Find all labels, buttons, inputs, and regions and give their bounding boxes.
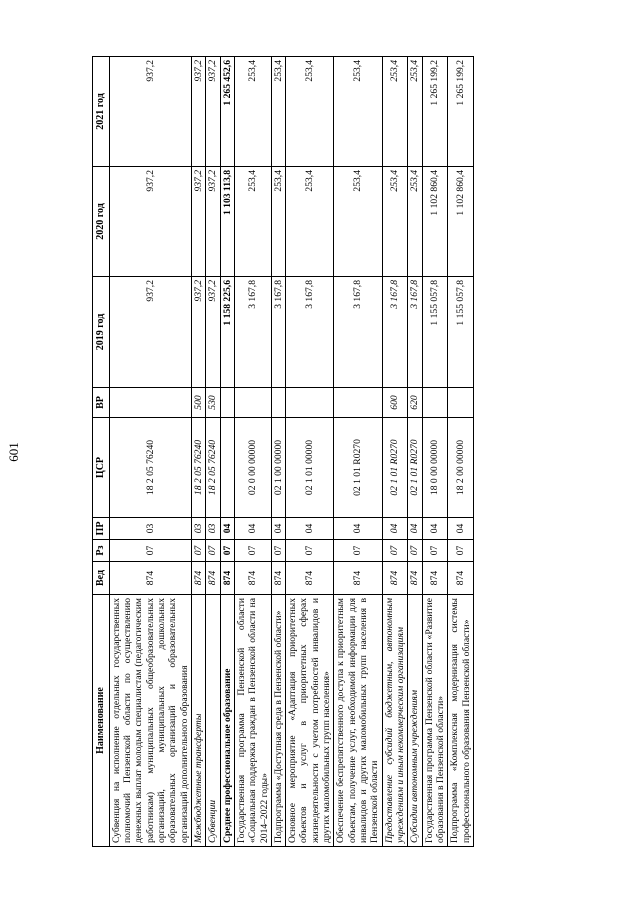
header-2020: 2020 год xyxy=(93,167,110,277)
cell-rz: 07 xyxy=(191,540,205,562)
cell-vr xyxy=(448,388,474,418)
header-2021: 2021 год xyxy=(93,57,110,167)
cell-2020: 253,4 xyxy=(382,167,408,277)
cell-name: Государственная программа Пензенской области «Социальная поддержка граждан в Пензенской области на 2014–2022 годы» xyxy=(234,595,271,847)
cell-vr: 620 xyxy=(408,388,422,418)
cell-csr: 02 1 01 00000 xyxy=(286,418,334,518)
cell-ved: 874 xyxy=(448,562,474,595)
cell-2019: 937,2 xyxy=(206,277,220,388)
cell-name: Межбюджетные трансферты xyxy=(191,595,205,847)
cell-2019: 1 158 225,6 xyxy=(220,277,234,388)
cell-rz: 07 xyxy=(382,540,408,562)
cell-vr xyxy=(422,388,448,418)
cell-rz: 07 xyxy=(334,540,382,562)
cell-pr: 04 xyxy=(220,518,234,540)
cell-2020: 253,4 xyxy=(271,167,285,277)
cell-ved: 874 xyxy=(191,562,205,595)
cell-pr: 04 xyxy=(271,518,285,540)
cell-name: Подпрограмма «Доступная среда в Пензенской области» xyxy=(271,595,285,847)
cell-name: Среднее профессиональное образование xyxy=(220,595,234,847)
cell-2019: 937,2 xyxy=(191,277,205,388)
cell-pr: 03 xyxy=(191,518,205,540)
cell-ved: 874 xyxy=(334,562,382,595)
cell-2020: 937,2 xyxy=(206,167,220,277)
cell-rz: 07 xyxy=(286,540,334,562)
cell-2019: 3 167,8 xyxy=(408,277,422,388)
cell-ved: 874 xyxy=(382,562,408,595)
cell-name: Подпрограмма «Комплексная модернизация системы профессионального образования Пензенской области» xyxy=(448,595,474,847)
cell-vr xyxy=(334,388,382,418)
cell-vr xyxy=(234,388,271,418)
cell-rz: 07 xyxy=(408,540,422,562)
cell-rz: 07 xyxy=(206,540,220,562)
cell-name: Государственная программа Пензенской области «Развитие образования в Пензенской области» xyxy=(422,595,448,847)
cell-ved: 874 xyxy=(220,562,234,595)
cell-pr: 04 xyxy=(286,518,334,540)
cell-pr: 04 xyxy=(234,518,271,540)
header-rz: Рз xyxy=(93,540,110,562)
cell-pr: 03 xyxy=(206,518,220,540)
cell-2020: 253,4 xyxy=(234,167,271,277)
cell-ved: 874 xyxy=(286,562,334,595)
table-row xyxy=(271,57,285,847)
cell-rz: 07 xyxy=(220,540,234,562)
cell-vr xyxy=(271,388,285,418)
cell-2021: 1 265 452,6 xyxy=(220,57,234,167)
cell-2020: 253,4 xyxy=(286,167,334,277)
header-pr: ПР xyxy=(93,518,110,540)
cell-ved: 874 xyxy=(271,562,285,595)
table-row xyxy=(286,57,334,847)
cell-2020: 937,2 xyxy=(109,167,191,277)
cell-name: Субвенция на исполнение отдельных государственных полномочий Пензенской области по осуществлению денежных выплат молодым специалистам (педагогическим работникам) муниципальных общеобразовательных организаций, муниципальных дошкольных образовательных организаций и образовательных организаций дополнительного образования xyxy=(109,595,191,847)
cell-pr: 04 xyxy=(408,518,422,540)
cell-2021: 937,2 xyxy=(109,57,191,167)
cell-csr xyxy=(220,418,234,518)
header-2019: 2019 год xyxy=(93,277,110,388)
cell-2020: 253,4 xyxy=(334,167,382,277)
cell-2020: 937,2 xyxy=(191,167,205,277)
cell-csr: 02 1 01 R0270 xyxy=(408,418,422,518)
cell-csr: 18 0 00 00000 xyxy=(422,418,448,518)
cell-name: Основное мероприятие «Адаптация приоритетных объектов и услуг в приоритетных сферах жизнедеятельности с учетом потребностей инвалидов и других маломобильных групп населения» xyxy=(286,595,334,847)
cell-ved: 874 xyxy=(234,562,271,595)
cell-2019: 3 167,8 xyxy=(234,277,271,388)
cell-rz: 07 xyxy=(109,540,191,562)
cell-2020: 1 103 113,8 xyxy=(220,167,234,277)
cell-pr: 04 xyxy=(334,518,382,540)
cell-vr: 500 xyxy=(191,388,205,418)
cell-name: Субсидии автономным учреждениям xyxy=(408,595,422,847)
cell-2021: 253,4 xyxy=(234,57,271,167)
cell-csr: 18 2 05 76240 xyxy=(191,418,205,518)
cell-csr: 18 2 00 00000 xyxy=(448,418,474,518)
table-row xyxy=(448,57,474,847)
cell-2021: 1 265 199,2 xyxy=(422,57,448,167)
cell-2020: 1 102 860,4 xyxy=(448,167,474,277)
rotated-table-container xyxy=(92,57,602,847)
cell-csr: 18 2 05 76240 xyxy=(109,418,191,518)
cell-rz: 07 xyxy=(422,540,448,562)
cell-name: Субвенции xyxy=(206,595,220,847)
cell-2021: 937,2 xyxy=(206,57,220,167)
cell-ved: 874 xyxy=(408,562,422,595)
cell-2019: 1 155 057,8 xyxy=(422,277,448,388)
header-csr: ЦСР xyxy=(93,418,110,518)
table-row xyxy=(206,57,220,847)
cell-2021: 253,4 xyxy=(271,57,285,167)
cell-ved: 874 xyxy=(422,562,448,595)
table-row xyxy=(382,57,408,847)
cell-2021: 1 265 199,2 xyxy=(448,57,474,167)
table-row xyxy=(109,57,191,847)
cell-name: Обеспечение беспрепятственного доступа к приоритетным объектам, получение услуг, необходимой информации для инвалидов и других маломобильных групп населения в Пензенской области xyxy=(334,595,382,847)
cell-csr: 02 1 01 R0270 xyxy=(382,418,408,518)
cell-2020: 253,4 xyxy=(408,167,422,277)
cell-rz: 07 xyxy=(448,540,474,562)
cell-name: Предоставление субсидий бюджетным, автономным учреждениям и иным некоммерческим организациям xyxy=(382,595,408,847)
cell-2019: 3 167,8 xyxy=(334,277,382,388)
cell-2021: 253,4 xyxy=(408,57,422,167)
cell-2021: 253,4 xyxy=(382,57,408,167)
cell-ved: 874 xyxy=(109,562,191,595)
table-row xyxy=(334,57,382,847)
cell-2019: 937,2 xyxy=(109,277,191,388)
cell-csr: 02 0 00 00000 xyxy=(234,418,271,518)
table-row xyxy=(220,57,234,847)
cell-vr xyxy=(109,388,191,418)
cell-csr: 02 1 01 R0270 xyxy=(334,418,382,518)
header-name: Наименование xyxy=(93,595,110,847)
cell-2019: 3 167,8 xyxy=(382,277,408,388)
header-vr: ВР xyxy=(93,388,110,418)
table-row xyxy=(234,57,271,847)
cell-2019: 1 155 057,8 xyxy=(448,277,474,388)
cell-2019: 3 167,8 xyxy=(271,277,285,388)
cell-rz: 07 xyxy=(271,540,285,562)
cell-csr: 02 1 00 00000 xyxy=(271,418,285,518)
cell-rz: 07 xyxy=(234,540,271,562)
cell-csr: 18 2 05 76240 xyxy=(206,418,220,518)
cell-pr: 04 xyxy=(382,518,408,540)
cell-vr xyxy=(220,388,234,418)
budget-table xyxy=(92,56,474,847)
cell-2019: 3 167,8 xyxy=(286,277,334,388)
cell-ved: 874 xyxy=(206,562,220,595)
table-row xyxy=(408,57,422,847)
cell-2021: 253,4 xyxy=(286,57,334,167)
header-ved: Вед xyxy=(93,562,110,595)
cell-vr: 530 xyxy=(206,388,220,418)
cell-vr xyxy=(286,388,334,418)
cell-2020: 1 102 860,4 xyxy=(422,167,448,277)
table-row xyxy=(191,57,205,847)
cell-pr: 03 xyxy=(109,518,191,540)
table-row xyxy=(422,57,448,847)
header-row xyxy=(93,57,110,847)
cell-2021: 937,2 xyxy=(191,57,205,167)
cell-2021: 253,4 xyxy=(334,57,382,167)
cell-pr: 04 xyxy=(448,518,474,540)
page-number: 601 xyxy=(6,442,21,462)
cell-vr: 600 xyxy=(382,388,408,418)
cell-pr: 04 xyxy=(422,518,448,540)
